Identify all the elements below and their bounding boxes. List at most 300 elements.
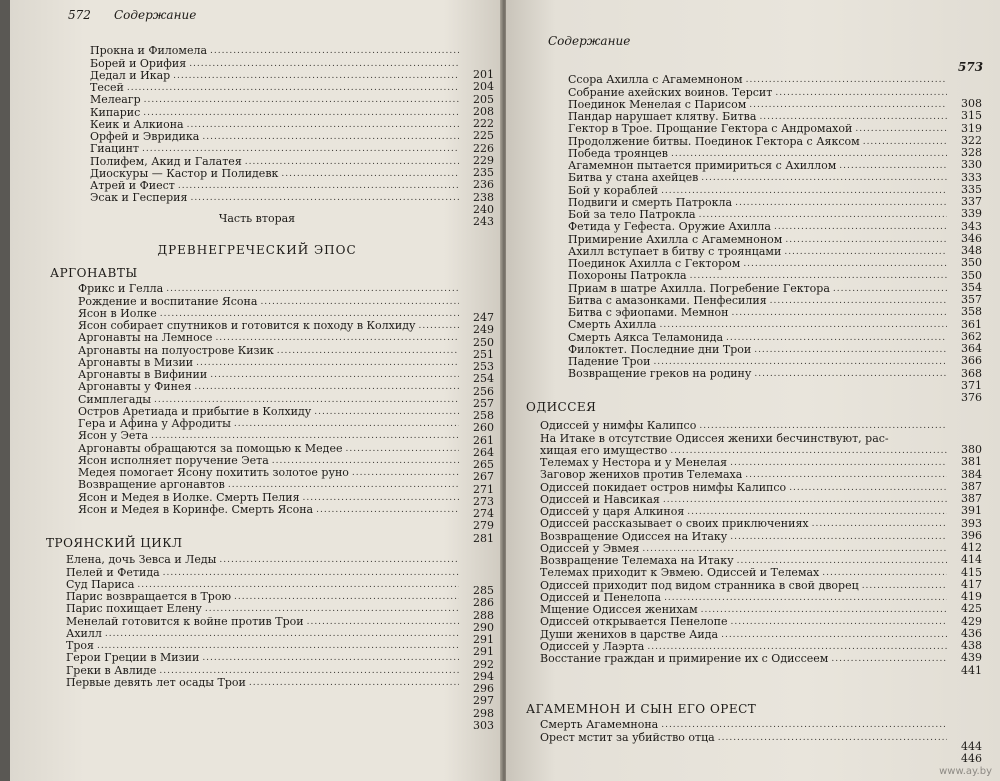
page-ref: 279 (473, 519, 494, 533)
page-ref: 256 (473, 384, 494, 398)
toc-entry (568, 270, 950, 282)
dot-leader (137, 579, 459, 591)
toc-entry-title: Одиссей у Эвмея (540, 541, 640, 555)
dot-leader (699, 209, 947, 221)
page-ref: 229 (473, 153, 494, 167)
dot-leader (701, 172, 947, 184)
toc-entry (568, 172, 950, 184)
toc-entry (78, 332, 462, 344)
page-ref: 335 (961, 182, 982, 196)
page-ref: 261 (473, 433, 494, 447)
dot-leader (245, 156, 459, 168)
dot-leader (187, 119, 459, 131)
page-ref: 393 (961, 516, 982, 530)
page-ref: 294 (473, 669, 494, 683)
page-ref: 429 (961, 614, 982, 628)
dot-leader (160, 308, 459, 320)
part-title: ДРЕВНЕГРЕЧЕСКИЙ ЭПОС (157, 243, 357, 257)
toc-entry (90, 155, 462, 167)
toc-entry-title: Суд Париса (66, 577, 135, 591)
toc-entry-title: Диоскуры — Кастор и Полидевк (90, 166, 279, 180)
toc-entry-title: Ясон в Иолке (78, 306, 157, 320)
toc-entry-title: Елена, дочь Зевса и Леды (66, 553, 217, 567)
toc-entry (568, 258, 950, 270)
dot-leader (784, 246, 947, 258)
toc-entry (568, 197, 950, 209)
section-title-odyssey: ОДИССЕЯ (526, 400, 597, 414)
dot-leader (105, 628, 459, 640)
section-title-argonauts: АРГОНАВТЫ (50, 266, 138, 280)
dot-leader (202, 131, 459, 143)
page-ref: 251 (473, 347, 494, 361)
toc-entry-title: Бой за тело Патрокла (568, 208, 696, 221)
toc-entry-title: Парис похищает Елену (66, 602, 202, 616)
page-ref: 417 (961, 577, 982, 591)
toc-numbers-agamemnon (952, 741, 982, 766)
toc-entry-title: Смерть Аякса Теламонида (568, 330, 724, 344)
toc-entry-title: Телемах у Нестора и у Менелая (540, 456, 728, 469)
toc-entry-title: Собрание ахейских воинов. Терсит (568, 85, 773, 99)
page-ref: 368 (961, 366, 982, 380)
dot-leader (143, 107, 459, 119)
page-ref: 328 (961, 146, 982, 159)
toc-entry-title: Прокна и Филомела (90, 44, 208, 58)
toc-entry (78, 283, 462, 295)
dot-leader (774, 221, 947, 233)
toc-entry-title: Парис возвращается в Трою (66, 590, 232, 603)
dot-leader (144, 94, 459, 106)
dot-leader (166, 283, 459, 295)
toc-entry (540, 567, 950, 579)
toc-entry (568, 123, 950, 135)
toc-entry-title: Ясон исполняет поручение Эета (78, 453, 269, 467)
toc-list-trojan-cycle (66, 554, 462, 689)
toc-list-argonauts (78, 283, 462, 516)
dot-leader (314, 406, 459, 418)
dot-leader (743, 258, 947, 270)
toc-entry (540, 731, 950, 743)
dot-leader (272, 455, 459, 467)
dot-leader (260, 296, 459, 308)
toc-entry (90, 119, 462, 131)
toc-entry (90, 192, 462, 204)
page-ref: 273 (473, 494, 494, 508)
toc-entry-title: Гера и Афина у Афродиты (78, 417, 231, 430)
dot-leader (661, 719, 947, 731)
page-ref: 201 (473, 68, 494, 81)
toc-entry (78, 381, 462, 393)
page-ref: 350 (961, 256, 982, 270)
dot-leader (173, 70, 459, 82)
dot-leader (701, 604, 947, 616)
dot-leader (745, 469, 947, 481)
toc-entry (568, 319, 950, 331)
toc-entry-title: Одиссей у Лаэрта (540, 639, 645, 653)
dot-leader (862, 580, 947, 592)
dot-leader (730, 457, 947, 469)
dot-leader (210, 369, 459, 381)
toc-entry-title: Одиссей открывается Пенелопе (540, 615, 728, 629)
toc-entry (568, 295, 950, 307)
dot-leader (785, 234, 947, 246)
page-ref: 412 (961, 541, 982, 554)
toc-entry-title: Бой у кораблей (568, 183, 659, 197)
page-ref: 366 (961, 354, 982, 368)
toc-entry (90, 82, 462, 94)
toc-entry-title: Фрикс и Гелла (78, 282, 164, 296)
toc-entry (78, 418, 462, 430)
toc-numbers-odyssey (952, 444, 982, 677)
dot-leader (215, 332, 459, 344)
toc-entry-title: Мщение Одиссея женихам (540, 603, 698, 616)
toc-entry-title: Симплегады (78, 392, 151, 406)
toc-entry (78, 357, 462, 369)
toc-entry-title: Орест мстит за убийство отца (540, 730, 715, 744)
toc-entry (568, 356, 950, 368)
toc-entry (90, 57, 462, 69)
toc-entry (78, 320, 462, 332)
toc-entry-title: Греки в Авлиде (66, 663, 157, 677)
right-page (506, 0, 1000, 781)
toc-entry (540, 445, 950, 457)
page-ref: 308 (961, 97, 982, 110)
page-ref: 257 (473, 396, 494, 410)
toc-entry-title: Остров Аретиада и прибытие в Колхиду (78, 404, 312, 418)
dot-leader (163, 567, 459, 579)
page-ref: 298 (473, 706, 494, 720)
toc-entry (78, 369, 462, 381)
toc-numbers-left-top (466, 69, 494, 228)
toc-entry-title: Эсак и Гесперия (90, 191, 188, 205)
toc-entry-title: Примирение Ахилла с Агамемноном (568, 232, 783, 246)
toc-entry-title: Падение Трои (568, 355, 651, 368)
toc-entry (540, 457, 950, 469)
toc-entry-title: Телемах приходит к Эвмею. Одиссей и Телемах (540, 566, 820, 580)
dot-leader (721, 629, 947, 641)
section-title-trojan-cycle: ТРОЯНСКИЙ ЦИКЛ (46, 536, 183, 550)
dot-leader (277, 345, 459, 357)
toc-entry (66, 566, 462, 578)
page-ref: 288 (473, 608, 494, 622)
toc-entry-title: Заговор женихов против Телемаха (540, 468, 743, 482)
toc-entry (540, 420, 950, 432)
toc-entry (568, 368, 950, 380)
toc-entry-title: Аргонавты на Лемносе (78, 331, 213, 345)
dot-leader (833, 283, 947, 295)
dot-leader (249, 677, 459, 689)
page-ref: 204 (473, 80, 494, 94)
toc-entry-title: Одиссей покидает остров нимфы Калипсо (540, 480, 787, 494)
page-ref: 337 (961, 195, 982, 208)
toc-entry (90, 45, 462, 57)
page-ref: 436 (961, 626, 982, 640)
toc-entry (540, 469, 950, 481)
page-ref: 281 (473, 531, 494, 545)
dot-leader (196, 357, 459, 369)
toc-entry-title: Возвращение аргонавтов (78, 478, 225, 492)
page-ref: 391 (961, 504, 982, 518)
toc-entry-title: Приам в шатре Ахилла. Погребение Гектора (568, 281, 830, 295)
toc-entry (568, 111, 950, 123)
toc-entry-title: Битва с амазонками. Пенфесилия (568, 293, 767, 307)
toc-entry (90, 180, 462, 192)
dot-leader (754, 368, 947, 380)
dot-leader (194, 381, 459, 393)
toc-entry-title: Ясон собирает спутников и готовится к походу в Колхиду (78, 319, 416, 332)
page-ref: 235 (473, 166, 494, 179)
toc-list-agamemnon (540, 719, 950, 744)
toc-entry-title: Медея помогает Ясону похитить золотое руно (78, 466, 349, 479)
page-ref: 315 (961, 109, 982, 123)
toc-entry-title: Подвиги и смерть Патрокла (568, 195, 733, 209)
dot-leader (732, 307, 947, 319)
toc-entry (540, 641, 950, 653)
page-ref: 260 (473, 421, 494, 435)
dot-leader (831, 653, 947, 665)
dot-leader (210, 45, 459, 57)
dot-leader (789, 482, 947, 494)
toc-entry-title: Восстание граждан и примирение их с Одиссеем (540, 652, 829, 665)
page-ref: 362 (961, 329, 982, 343)
dot-leader (159, 665, 459, 677)
toc-list-iliad (568, 74, 950, 380)
page-ref: 225 (473, 129, 494, 143)
toc-entry (568, 209, 950, 221)
toc-entry (540, 506, 950, 518)
toc-entry-title: Гиацинт (90, 142, 139, 156)
toc-entry-title: Рождение и воспитание Ясона (78, 294, 258, 308)
page-ref: 303 (473, 718, 494, 732)
page-ref: 296 (473, 682, 494, 695)
dot-leader (219, 554, 459, 566)
dot-leader (664, 592, 947, 604)
toc-entry-title: Ахилл (66, 626, 102, 640)
dot-leader (653, 356, 947, 368)
page-ref: 264 (473, 445, 494, 459)
page-ref: 415 (961, 565, 982, 579)
toc-entry-title: Возвращение Телемаха на Итаку (540, 554, 734, 567)
toc-entry (78, 393, 462, 405)
toc-entry-title: Филоктет. Последние дни Трои (568, 342, 752, 356)
left-running-head: Содержание (114, 8, 197, 22)
toc-entry (568, 233, 950, 245)
toc-entry-title: Ссора Ахилла с Агамемноном (568, 73, 743, 87)
toc-entry-title: Аргонавты у Финея (78, 380, 192, 394)
page-ref: 446 (961, 752, 982, 766)
toc-entry-title: На Итаке в отсутствие Одиссея женихи бесчинствуют, рас- (540, 431, 889, 445)
section-title-agamemnon: АГАМЕМНОН И СЫН ЕГО ОРЕСТ (526, 702, 757, 716)
page-ref: 376 (961, 391, 982, 404)
dot-leader (189, 58, 459, 70)
toc-entry (568, 221, 950, 233)
toc-entry (568, 148, 950, 160)
toc-entry-title: Одиссей у нимфы Калипсо (540, 419, 697, 433)
page-ref: 348 (961, 244, 982, 257)
toc-entry (568, 307, 950, 319)
dot-leader (202, 652, 459, 664)
toc-entry-title: Одиссей приходит под видом странника в свой дворец (540, 578, 859, 592)
toc-entry-title: Тесей (90, 81, 124, 94)
dot-leader (690, 270, 947, 282)
dot-leader (759, 111, 947, 123)
toc-entry-title: Кипарис (90, 105, 141, 119)
page-ref: 297 (473, 694, 494, 708)
dot-leader (205, 603, 459, 615)
toc-entry (66, 591, 462, 603)
toc-entry (90, 70, 462, 82)
page-ref: 371 (961, 378, 982, 392)
page-ref: 247 (473, 311, 494, 324)
toc-entry (540, 616, 950, 628)
toc-entry (78, 455, 462, 467)
toc-entry (540, 481, 950, 493)
page-ref: 267 (473, 470, 494, 484)
toc-entry (568, 184, 950, 196)
page-ref: 254 (473, 372, 494, 386)
page-ref: 205 (473, 92, 494, 106)
page-ref: 339 (961, 207, 982, 221)
dot-leader (754, 344, 947, 356)
toc-entry (540, 543, 950, 555)
toc-entry-title: Гектор в Трое. Прощание Гектора с Андромахой (568, 122, 853, 136)
toc-entry-title: Дедал и Икар (90, 68, 171, 82)
toc-entry (568, 282, 950, 294)
toc-entry-title: Смерть Ахилла (568, 318, 657, 332)
dot-leader (731, 616, 948, 628)
dot-leader (671, 148, 947, 160)
page-ref: 419 (961, 590, 982, 603)
page-ref: 354 (961, 280, 982, 294)
page-ref: 243 (473, 215, 494, 228)
page-ref: 240 (473, 202, 494, 216)
dot-leader (855, 123, 947, 135)
toc-entry (540, 592, 950, 604)
page-ref: 414 (961, 553, 982, 567)
page-ref: 253 (473, 360, 494, 373)
dot-leader (746, 74, 947, 86)
toc-entry (66, 652, 462, 664)
page-ref: 265 (473, 458, 494, 471)
page-ref: 290 (473, 620, 494, 634)
page-ref: 438 (961, 639, 982, 652)
page-ref: 361 (961, 317, 982, 331)
toc-numbers-trojan-cycle (466, 585, 494, 732)
toc-entry-title: Атрей и Фиест (90, 179, 175, 192)
right-page-number: 573 (958, 60, 984, 74)
toc-entry (78, 430, 462, 442)
page-ref: 425 (961, 602, 982, 616)
toc-entry-title: Агамемнон пытается примириться с Ахиллом (568, 159, 837, 172)
toc-entry-title: Поединок Менелая с Парисом (568, 97, 747, 111)
toc-entry-title: Битва у стана ахейцев (568, 171, 699, 185)
toc-entry-title: Мелеагр (90, 93, 141, 107)
dot-leader (735, 197, 947, 209)
toc-entry-title: Аргонавты в Вифинии (78, 368, 208, 381)
toc-entry-title: Орфей и Эвридика (90, 130, 200, 143)
toc-entry (90, 94, 462, 106)
toc-entry (66, 677, 462, 689)
dot-leader (142, 143, 459, 155)
dot-leader (749, 99, 947, 111)
dot-leader (661, 185, 947, 197)
toc-entry (568, 99, 950, 111)
toc-entry (90, 143, 462, 155)
toc-numbers-iliad (952, 98, 982, 404)
page-ref: 357 (961, 293, 982, 306)
toc-entry-title: Аргонавты обращаются за помощью к Медее (78, 441, 343, 455)
dot-leader (642, 543, 947, 555)
toc-entry (78, 491, 462, 503)
toc-entry (78, 467, 462, 479)
toc-numbers-argonauts (466, 312, 494, 545)
toc-entry-title: Менелай готовится к войне против Трои (66, 614, 304, 628)
toc-entry-title: Смерть Агамемнона (540, 718, 659, 732)
left-page-number: 572 (68, 8, 91, 22)
toc-entry (540, 555, 950, 567)
page-ref: 346 (961, 231, 982, 245)
toc-entry-title: Возвращение греков на родину (568, 367, 752, 381)
page-ref: 333 (961, 170, 982, 184)
toc-entry-title: Полифем, Акид и Галатея (90, 154, 242, 168)
toc-entry (78, 479, 462, 491)
dot-leader (345, 443, 459, 455)
page-ref: 364 (961, 342, 982, 355)
toc-entry (66, 615, 462, 627)
right-running-head: Содержание (548, 34, 631, 48)
toc-entry (540, 604, 950, 616)
dot-leader (234, 418, 459, 430)
dot-leader (699, 420, 947, 432)
page-ref: 319 (961, 121, 982, 135)
page-ref: 236 (473, 178, 494, 192)
left-page (10, 0, 504, 781)
toc-entry-title: Битва с эфиопами. Мемнон (568, 306, 729, 319)
dot-leader (303, 492, 459, 504)
toc-list-left-top (90, 45, 462, 204)
toc-entry-title: Одиссей рассказывает о своих приключениях (540, 517, 809, 531)
dot-leader (687, 506, 947, 518)
toc-list-odyssey (540, 420, 950, 665)
toc-entry-title: Души женихов в царстве Аида (540, 627, 719, 641)
dot-leader (316, 504, 459, 516)
page-ref: 330 (961, 158, 982, 172)
dot-leader (190, 192, 459, 204)
toc-entry-title: Кеик и Алкиона (90, 117, 184, 131)
toc-entry-title: Ясон у Эета (78, 429, 149, 443)
page-ref: 387 (961, 479, 982, 493)
page-ref: 387 (961, 492, 982, 505)
toc-entry-title: Победа троянцев (568, 146, 668, 160)
page-ref: 380 (961, 443, 982, 456)
dot-leader (775, 87, 947, 99)
toc-entry (540, 432, 950, 444)
toc-entry (78, 442, 462, 454)
dot-leader (307, 616, 459, 628)
toc-entry-title: Ясон и Медея в Коринфе. Смерть Ясона (78, 502, 314, 516)
page-ref: 222 (473, 117, 494, 130)
toc-entry-title: Продолжение битвы. Поединок Гектора с Аяксом (568, 134, 860, 148)
toc-entry (66, 603, 462, 615)
toc-entry (540, 653, 950, 665)
toc-entry-title: Одиссей у царя Алкиноя (540, 505, 685, 518)
toc-entry-title: Ясон и Медея в Иолке. Смерть Пелия (78, 490, 300, 504)
toc-entry-title: Аргонавты на полуострове Кизик (78, 343, 274, 357)
toc-entry (568, 86, 950, 98)
page-ref: 439 (961, 651, 982, 665)
dot-leader (770, 295, 947, 307)
page-ref: 291 (473, 645, 494, 659)
toc-entry (66, 554, 462, 566)
